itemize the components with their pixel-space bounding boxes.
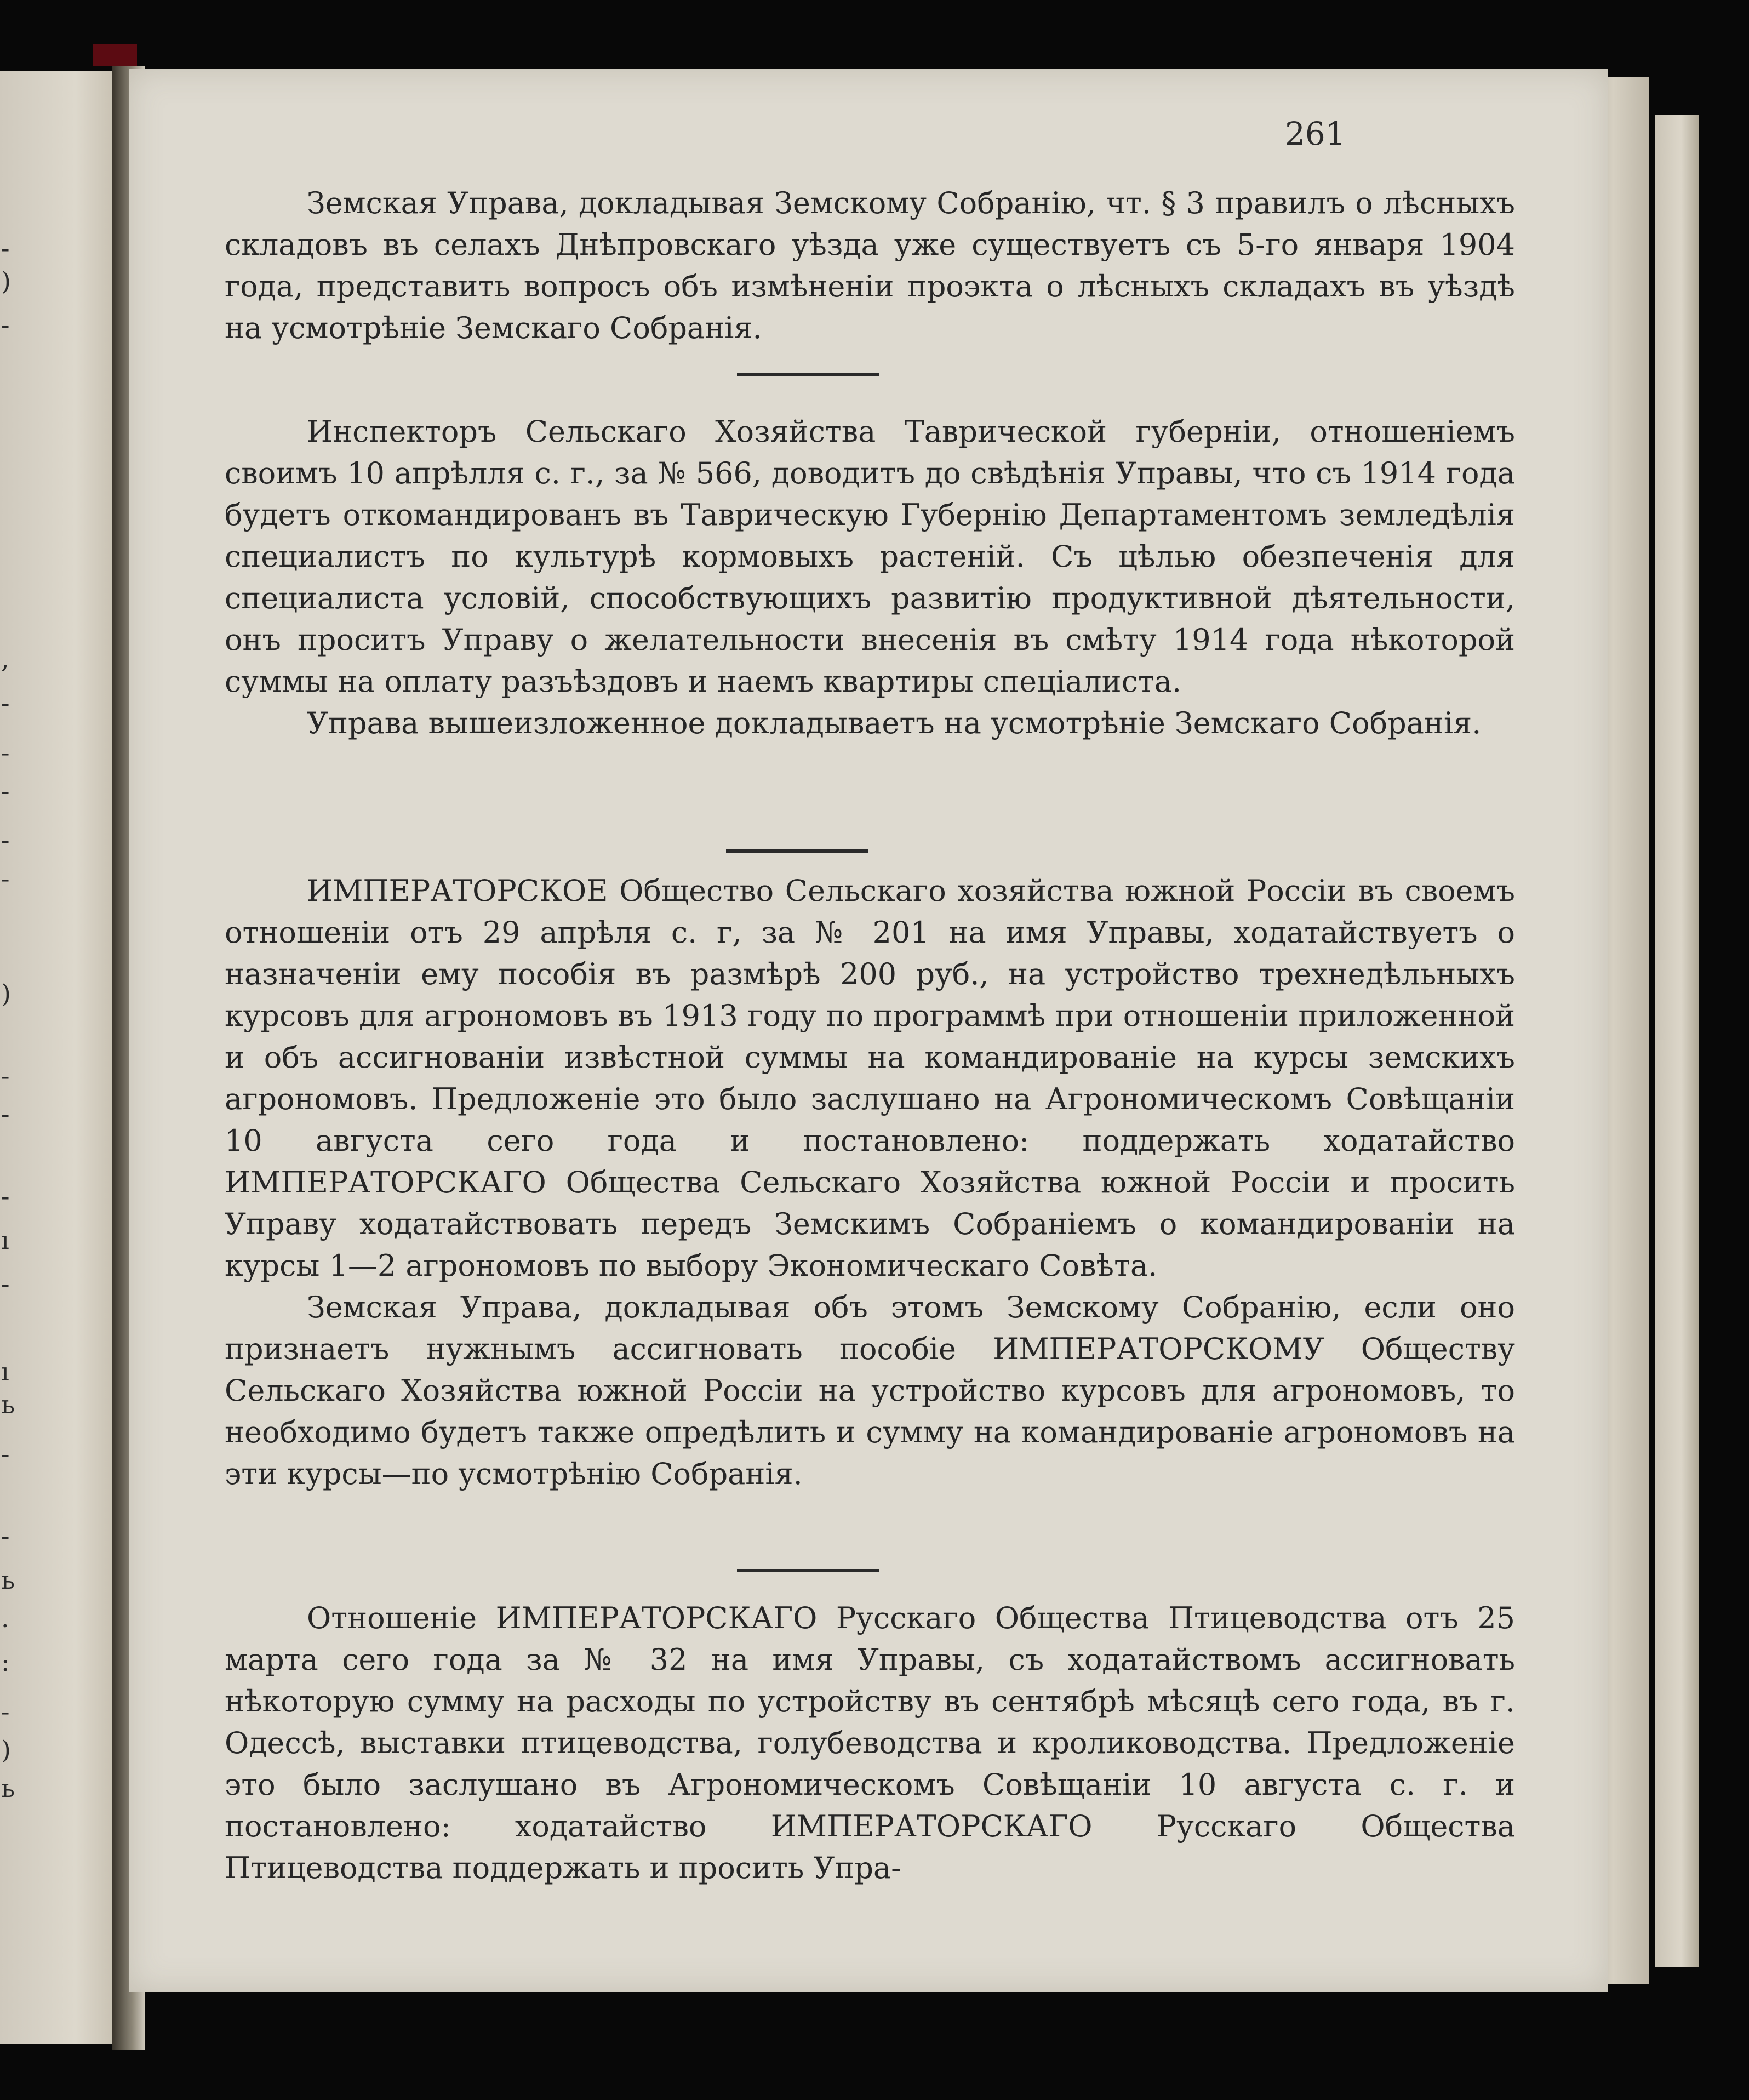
- facing-page-mark: -: [1, 1439, 10, 1469]
- facing-page-mark: -: [1, 688, 10, 718]
- facing-page-mark: ь: [1, 1565, 15, 1595]
- paragraph: Отношеніе ИМПЕРАТОРСКАГО Русскаго Общества Птицеводства отъ 25 марта сего года за № 32 на имя Управы, съ ходатайствомъ ассигновать нѣкоторую сумму на расходы по устройству въ сентябрѣ мѣсяцѣ сего года, въ г. Одессѣ, выставки птицеводства, голубеводства и кролиководства. Предложеніе это было заслушано въ Агрономическомъ Совѣщаніи 10 августа с. г. и постановлено: ходатайство ИМПЕРАТОРСКАГО Русскаго Общества Птицеводства поддержать и просить Упра-: [225, 1601, 1515, 1885]
- page-stack-edge: [1655, 115, 1699, 1967]
- section-agriculture-inspector: [225, 411, 1515, 744]
- facing-page-mark: -: [1, 1099, 10, 1129]
- paragraph: Инспекторъ Сельскаго Хозяйства Таврической губерніи, отношеніемъ своимъ 10 апрѣлля с. г., за № 566, доводитъ до свѣдѣнія Управы, что съ 1914 года будетъ откомандированъ въ Таврическую Губернію Департаментомъ земледѣлія специалистъ по культурѣ кормовыхъ растеній. Съ цѣлью обезпеченія для специалиста условій, способствующихъ развитію продуктивной дѣятельности, онъ проситъ Управу о желательности внесенія въ смѣту 1914 года нѣкоторой суммы на оплату разъѣздовъ и наемъ квартиры спеціалиста.: [225, 414, 1515, 699]
- facing-page-mark: -: [1, 825, 10, 855]
- section-divider: [737, 1569, 879, 1572]
- facing-page-mark: ı: [1, 1225, 9, 1255]
- section-divider: [737, 373, 879, 376]
- facing-page-mark: -: [1, 738, 10, 767]
- section-poultry-society: [225, 1597, 1515, 1889]
- paragraph: ИМПЕРАТОРСКОЕ Общество Сельскаго хозяйства южной Россіи въ своемъ отношеніи отъ 29 апрѣля с. г, за № 201 на имя Управы, ходатайствуетъ о назначеніи ему пособія въ размѣрѣ 200 руб., на устройство трехнедѣльныхъ курсовъ для агрономовъ въ 1913 году по программѣ при отношеніи приложенной и объ ассигнованіи извѣстной суммы на командированіе на курсы земскихъ агрономовъ. Предложеніе это было заслушано на Агрономическомъ Совѣщаніи 10 августа сего года и постановлено: поддержать ходатайство ИМПЕРАТОРСКАГО Общества Сельскаго Хозяйства южной Россіи и просить Управу ходатайствовать передъ Земскимъ Собраніемъ о командированіи на курсы 1—2 агрономовъ по выбору Экономическаго Совѣта.: [225, 874, 1515, 1283]
- section-divider: [726, 849, 868, 853]
- facing-page-mark: ь: [1, 1773, 15, 1803]
- section-agriculture-society: [225, 870, 1515, 1495]
- facing-page: [0, 71, 126, 2044]
- facing-page-mark: -: [1, 233, 10, 263]
- facing-page-mark: -: [1, 1061, 10, 1091]
- facing-page-mark: -: [1, 1521, 10, 1551]
- facing-page-mark: ,: [1, 644, 9, 674]
- facing-page-mark: -: [1, 1697, 10, 1726]
- facing-page-mark: .: [1, 1603, 9, 1633]
- facing-page-mark: -: [1, 310, 10, 340]
- facing-page-mark: ): [1, 979, 11, 1008]
- section-forest-depots: [225, 182, 1515, 349]
- facing-page-mark: -: [1, 864, 10, 893]
- paragraph: Управа вышеизложенное докладываетъ на усмотрѣніе Земскаго Собранія.: [307, 706, 1482, 740]
- facing-page-mark: ): [1, 266, 11, 296]
- binding-ribbon: [93, 44, 137, 66]
- facing-page-text-fragments: [0, 71, 22, 2044]
- page-261: [129, 69, 1608, 1992]
- facing-page-mark: ): [1, 1735, 11, 1765]
- facing-page-mark: -: [1, 776, 10, 806]
- facing-page-mark: ь: [1, 1390, 15, 1419]
- facing-page-mark: -: [1, 1182, 10, 1211]
- facing-page-mark: ı: [1, 1357, 9, 1386]
- page-number: 261: [1285, 115, 1346, 152]
- facing-page-mark: -: [1, 1269, 10, 1299]
- paragraph: Земская Управа, докладывая Земскому Собранію, чт. § 3 правилъ о лѣсныхъ складовъ въ селахъ Днѣпровскаго уѣзда уже существуетъ съ 5-го января 1904 года, представить вопросъ объ измѣненіи проэкта о лѣсныхъ складахъ въ уѣздѣ на усмотрѣніе Земскаго Собранія.: [225, 186, 1515, 345]
- paragraph: Земская Управа, докладывая объ этомъ Земскому Собранію, если оно признаетъ нужнымъ ассигновать пособіе ИМПЕРАТОРСКОМУ Обществу Сельскаго Хозяйства южной Россіи на устройство курсовъ для агрономовъ, то необходимо будетъ также опредѣлить и сумму на командированіе агрономовъ на эти курсы—по усмотрѣнію Собранія.: [225, 1290, 1515, 1491]
- facing-page-mark: :: [1, 1647, 10, 1677]
